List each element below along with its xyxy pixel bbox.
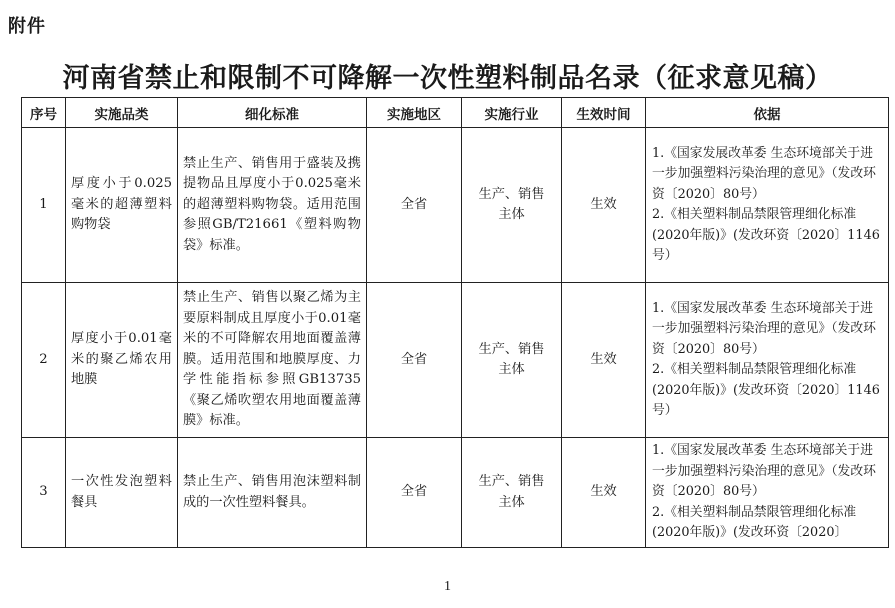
header-industry: 实施行业 bbox=[462, 98, 562, 128]
row-industry-text: 生产、销售主体 bbox=[478, 341, 545, 377]
header-effective: 生效时间 bbox=[562, 98, 646, 128]
row-basis-2: 2.《相关塑料制品禁限管理细化标准(2020年版)》(发改环资〔2020〕1146号） bbox=[652, 207, 880, 263]
table-row bbox=[22, 283, 889, 438]
row-basis-1: 1.《国家发展改革委 生态环境部关于进一步加强塑料污染治理的意见》（发改环资〔2020〕80号） bbox=[652, 300, 876, 357]
row-region: 全省 bbox=[367, 128, 462, 283]
product-list-table bbox=[21, 97, 889, 548]
row-category: 厚度小于0.01毫米的聚乙烯农用地膜 bbox=[66, 283, 178, 438]
row-basis-1: 1.《国家发展改革委 生态环境部关于进一步加强塑料污染治理的意见》（发改环资〔2020〕80号） bbox=[652, 145, 876, 202]
row-no: 1 bbox=[22, 128, 66, 283]
row-industry-text: 生产、销售主体 bbox=[478, 186, 545, 222]
row-industry-text: 生产、销售主体 bbox=[478, 474, 545, 510]
row-basis bbox=[646, 128, 889, 283]
row-category: 一次性发泡塑料餐具 bbox=[66, 438, 178, 548]
row-effective: 生效 bbox=[562, 438, 646, 548]
row-basis bbox=[646, 438, 889, 548]
row-standard: 禁止生产、销售用泡沫塑料制成的一次性塑料餐具。 bbox=[178, 438, 367, 548]
table-header-row bbox=[22, 98, 889, 128]
row-basis-1: 1.《国家发展改革委 生态环境部关于进一步加强塑料污染治理的意见》（发改环资〔2020〕80号） bbox=[652, 443, 876, 500]
row-effective: 生效 bbox=[562, 128, 646, 283]
row-no: 2 bbox=[22, 283, 66, 438]
row-region: 全省 bbox=[367, 283, 462, 438]
row-basis-2: 2.《相关塑料制品禁限管理细化标准(2020年版)》(发改环资〔2020〕1146号） bbox=[652, 362, 880, 418]
row-no: 3 bbox=[22, 438, 66, 548]
attachment-label: 附件 bbox=[8, 16, 46, 37]
header-no: 序号 bbox=[22, 98, 66, 128]
header-basis: 依据 bbox=[646, 98, 889, 128]
row-industry bbox=[462, 438, 562, 548]
row-standard: 禁止生产、销售以聚乙烯为主要原料制成且厚度小于0.01毫米的不可降解农用地面覆盖薄膜。适用范围和地膜厚度、力学性能指标参照GB13735《聚乙烯吹塑农用地面覆盖薄膜》标准。 bbox=[178, 283, 367, 438]
row-category: 厚度小于0.025毫米的超薄塑料购物袋 bbox=[66, 128, 178, 283]
page-number: 1 bbox=[444, 579, 451, 594]
row-effective: 生效 bbox=[562, 283, 646, 438]
document-title: 河南省禁止和限制不可降解一次性塑料制品名录（征求意见稿） bbox=[62, 63, 833, 94]
row-basis bbox=[646, 283, 889, 438]
row-industry bbox=[462, 128, 562, 283]
table-row bbox=[22, 128, 889, 283]
row-industry bbox=[462, 283, 562, 438]
header-category: 实施品类 bbox=[66, 98, 178, 128]
row-basis-2: 2.《相关塑料制品禁限管理细化标准(2020年版)》(发改环资〔2020〕 bbox=[652, 504, 857, 541]
table-row bbox=[22, 438, 889, 548]
header-standard: 细化标准 bbox=[178, 98, 367, 128]
row-region: 全省 bbox=[367, 438, 462, 548]
row-standard: 禁止生产、销售用于盛装及携提物品且厚度小于0.025毫米的超薄塑料购物袋。适用范围参照GB/T21661《塑料购物袋》标准。 bbox=[178, 128, 367, 283]
header-region: 实施地区 bbox=[367, 98, 462, 128]
